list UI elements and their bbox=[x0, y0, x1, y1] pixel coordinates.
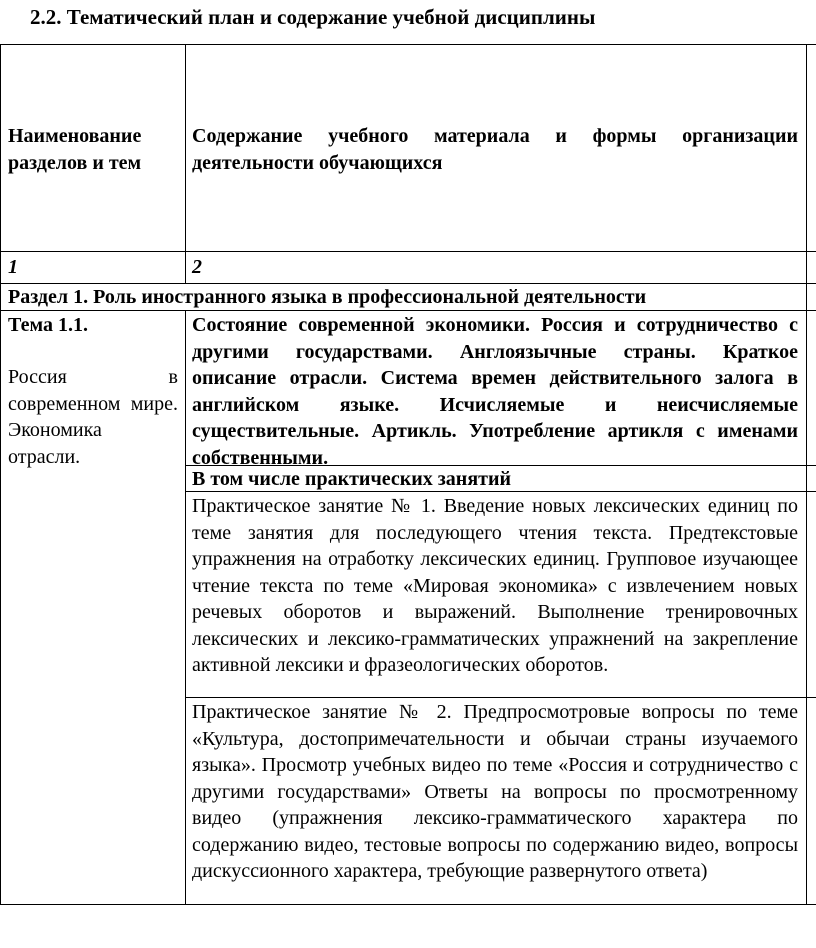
practical-lesson-2: Практическое занятие № 2. Предпросмотровые вопросы по теме «Культура, достопримечательности и обычаи страны изучаемого языка». Просмотр учебных видео по теме «Россия и сотрудничество с другими государствами» Ответы на вопросы по просмотренному видео (упражнения лексико-грамматического характера по содержанию видео, тестовые вопросы по содержанию видео, вопросы дискуссионного характера, требующие развернутого ответа) bbox=[192, 701, 798, 882]
topic-number: Тема 1.1. bbox=[8, 314, 88, 336]
row-divider-header bbox=[0, 251, 816, 252]
row-divider-practical-1 bbox=[185, 697, 816, 698]
table-border-top bbox=[0, 44, 816, 45]
header-sections-and-topics: Наименование разделов и тем bbox=[8, 125, 142, 174]
practical-lesson-1: Практическое занятие № 1. Введение новых лексических единиц по теме занятия для последующего чтения текста. Предтекстовые упражнения на отработку лексических единиц. Групповое изучающее чтение текста по теме «Мировая экономика» с извлечением новых речевых оборотов и выражений. Выполнение тренировочных лексических и лексико-грамматических упражнений на закрепление активной лексики и фразеологических оборотов. bbox=[192, 495, 798, 676]
column-divider-2 bbox=[806, 44, 807, 905]
column-number-2: 2 bbox=[192, 256, 202, 278]
clipped-column-3 bbox=[808, 44, 816, 904]
column-number-1: 1 bbox=[8, 256, 18, 278]
table-border-bottom bbox=[0, 904, 816, 905]
header-content: Содержание учебного материала и формы организации деятельности обучающихся bbox=[192, 125, 798, 174]
topic-name: Россия в современном мире. Экономика отрасли. bbox=[8, 366, 178, 468]
page-heading: 2.2. Тематический план и содержание учебной дисциплины bbox=[30, 5, 596, 29]
column-divider-1-lower bbox=[185, 310, 186, 905]
topic-content: Состояние современной экономики. Россия и сотрудничество с другими государствами. Англоязычные страны. Краткое описание отрасли. Система времен действительного залога в английском языке. Исчисляемые и неисчисляемые существительные. Артикль. Употребление артикля с именами собственными. bbox=[192, 314, 798, 469]
section-title: Раздел 1. Роль иностранного языка в профессиональной деятельности bbox=[8, 286, 647, 308]
column-divider-1 bbox=[185, 44, 186, 284]
practical-lessons-heading: В том числе практических занятий bbox=[192, 468, 512, 490]
table-border-left bbox=[0, 44, 1, 905]
